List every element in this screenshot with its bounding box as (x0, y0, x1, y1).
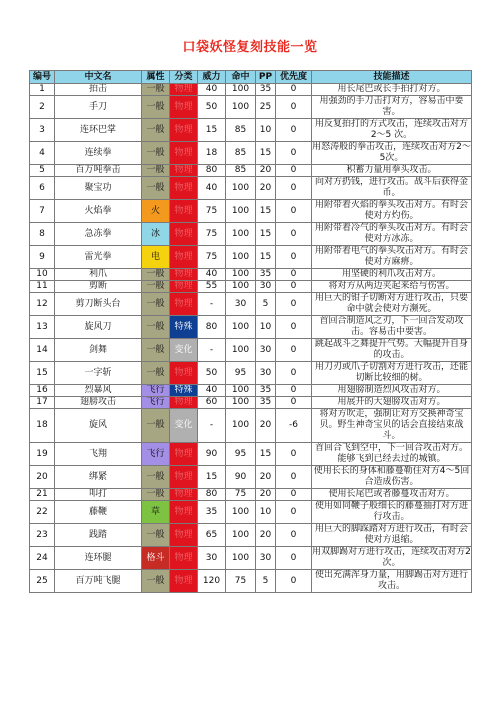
cell-category: 物理 (170, 293, 198, 316)
cell-pp: 35 (256, 397, 276, 409)
cell-accuracy: 100 (226, 96, 256, 119)
cell-name: 连续拳 (55, 142, 142, 165)
cell-type: 一般 (142, 293, 170, 316)
cell-accuracy: 100 (226, 223, 256, 246)
cell-no: 13 (30, 316, 55, 339)
cell-priority: 0 (276, 547, 312, 570)
cell-name: 连环巴掌 (55, 119, 142, 142)
cell-description: 用双脚踢对方进行攻击，连续攻击对方2次。 (312, 547, 471, 568)
cell-description: 用怒涛般的拳击攻击，连续攻击对方2～5次。 (312, 142, 471, 163)
cell-power: 90 (198, 443, 226, 466)
cell-power: - (198, 409, 226, 443)
cell-type: 一般 (142, 466, 170, 489)
cell-priority: 0 (276, 246, 312, 269)
cell-power: 40 (198, 84, 226, 96)
cell-description: 用附带着电气的拳头攻击对方。有时会使对方麻痹。 (312, 246, 472, 269)
header-description: 技能描述 (312, 71, 472, 84)
cell-no: 6 (30, 177, 55, 200)
cell-pp: 30 (256, 339, 276, 362)
cell-power: 80 (198, 489, 226, 501)
cell-priority: 0 (276, 316, 312, 339)
cell-power: 120 (198, 570, 226, 593)
cell-pp: 20 (256, 466, 276, 489)
cell-no: 14 (30, 339, 55, 362)
cell-no: 17 (30, 397, 55, 409)
table-row (30, 524, 472, 547)
cell-type: 一般 (142, 119, 170, 142)
cell-accuracy: 100 (226, 397, 256, 409)
cell-accuracy: 85 (226, 142, 256, 165)
cell-description: 使用长长的身体和藤蔓勒住对方4～5回合造成伤害。 (312, 466, 472, 489)
cell-power: - (198, 293, 226, 316)
cell-accuracy: 75 (226, 570, 256, 593)
cell-accuracy: 100 (226, 524, 256, 547)
cell-priority: 0 (276, 293, 312, 316)
cell-pp: 15 (256, 200, 276, 223)
table-row (30, 200, 472, 223)
cell-type: 一般 (142, 362, 170, 385)
cell-category: 物理 (170, 119, 198, 142)
table-row (30, 293, 472, 316)
cell-name: 剪刀断头台 (55, 293, 142, 316)
cell-name: 拍击 (55, 84, 142, 96)
cell-category: 物理 (170, 269, 198, 281)
cell-accuracy: 95 (226, 362, 256, 385)
cell-category: 物理 (170, 466, 198, 489)
cell-pp: 20 (256, 524, 276, 547)
cell-name: 藤鞭 (55, 501, 142, 524)
cell-priority: 0 (276, 524, 312, 547)
cell-accuracy: 30 (226, 293, 256, 316)
cell-pp: 20 (256, 489, 276, 501)
cell-description: 使出充满浑身力量，用脚踢击对方进行攻击。 (312, 570, 472, 593)
table-row (30, 466, 472, 489)
table-row (30, 165, 472, 177)
cell-category: 物理 (170, 84, 198, 96)
table-row (30, 501, 472, 524)
cell-description: 将对方从两边夹起来给与伤害。 (312, 281, 472, 293)
table-header-row (30, 71, 472, 84)
cell-priority: 0 (276, 397, 312, 409)
cell-priority: 0 (276, 281, 312, 293)
cell-description: 用附带着火焰的拳头攻击对方。有时会使对方灼伤。 (312, 200, 472, 223)
cell-priority: 0 (276, 84, 312, 96)
table-row (30, 246, 472, 269)
table-row (30, 570, 472, 593)
cell-name: 手刀 (55, 96, 142, 119)
cell-accuracy: 100 (226, 200, 256, 223)
cell-name: 剑舞 (55, 339, 142, 362)
cell-no: 8 (30, 223, 55, 246)
cell-pp: 20 (256, 409, 276, 443)
cell-description: 使用长尾巴或者藤蔓攻击对方。 (312, 489, 472, 501)
cell-no: 22 (30, 501, 55, 524)
cell-description: 积蓄力量用拳头攻击。 (312, 165, 472, 177)
cell-accuracy: 100 (226, 316, 256, 339)
cell-priority: 0 (276, 385, 312, 397)
cell-name: 践踏 (55, 524, 142, 547)
cell-priority: 0 (276, 501, 312, 524)
header-accuracy: 命中 (226, 71, 256, 84)
cell-category: 物理 (170, 200, 198, 223)
skills-table (29, 70, 472, 593)
cell-category: 物理 (170, 397, 198, 409)
cell-description: 首回合飞到空中，下一回合攻击对方。能够飞到已经去过的城镇。 (312, 443, 472, 466)
cell-priority: 0 (276, 119, 312, 142)
cell-power: 30 (198, 547, 226, 570)
cell-category: 物理 (170, 165, 198, 177)
cell-type: 一般 (142, 409, 170, 443)
header-pp: PP (256, 71, 276, 84)
cell-priority: 0 (276, 223, 312, 246)
cell-accuracy: 85 (226, 119, 256, 142)
cell-category: 特殊 (170, 316, 198, 339)
cell-power: 40 (198, 269, 226, 281)
table-row (30, 409, 472, 443)
header-power: 威力 (198, 71, 226, 84)
cell-description: 用长尾巴或长手拍打对方。 (312, 84, 472, 96)
cell-description: 用反复拍打的方式攻击，连续攻击对方 2～5 次。 (312, 119, 472, 142)
cell-no: 4 (30, 142, 55, 165)
cell-category: 物理 (170, 547, 198, 570)
cell-name: 百万吨飞腿 (55, 570, 142, 593)
cell-description: 用翅膀制造烈风攻击对方。 (312, 385, 472, 397)
cell-no: 2 (30, 96, 55, 119)
cell-accuracy: 100 (226, 385, 256, 397)
cell-accuracy: 90 (226, 466, 256, 489)
cell-priority: 0 (276, 177, 312, 200)
header-priority: 优先度 (276, 71, 312, 84)
cell-pp: 15 (256, 142, 276, 165)
cell-name: 急冻拳 (55, 223, 142, 246)
cell-pp: 15 (256, 246, 276, 269)
table-row (30, 547, 472, 570)
cell-type: 一般 (142, 269, 170, 281)
header-type: 属性 (142, 71, 170, 84)
cell-no: 20 (30, 466, 55, 489)
cell-description: 将对方吹走，强制让对方交换神奇宝贝。野生神奇宝贝的话会直接结束战斗。 (312, 409, 472, 443)
cell-priority: 0 (276, 96, 312, 119)
cell-type: 一般 (142, 570, 170, 593)
cell-power: 75 (198, 200, 226, 223)
header-no: 编号 (30, 71, 55, 84)
cell-name: 翅膀攻击 (55, 397, 142, 409)
cell-power: 40 (198, 385, 226, 397)
cell-category: 物理 (170, 177, 198, 200)
cell-pp: 15 (256, 443, 276, 466)
cell-category: 物理 (170, 223, 198, 246)
cell-pp: 30 (256, 362, 276, 385)
cell-power: 80 (198, 316, 226, 339)
table-row (30, 397, 472, 409)
cell-priority: 0 (276, 339, 312, 362)
cell-no: 18 (30, 409, 55, 443)
table-row (30, 96, 472, 119)
cell-type: 一般 (142, 281, 170, 293)
cell-name: 飞翔 (55, 443, 142, 466)
table-row (30, 443, 472, 466)
cell-pp: 20 (256, 165, 276, 177)
cell-description: 用强劲的手刀击打对方，容易击中要害。 (312, 96, 472, 119)
cell-category: 特殊 (170, 385, 198, 397)
cell-description: 跳起战斗之舞提升气势。大幅提升自身的攻击。 (312, 339, 472, 362)
cell-name: 旋风 (55, 409, 142, 443)
cell-accuracy: 100 (226, 269, 256, 281)
cell-accuracy: 95 (226, 443, 256, 466)
cell-name: 利爪 (55, 269, 142, 281)
cell-no: 11 (30, 281, 55, 293)
cell-pp: 35 (256, 84, 276, 96)
cell-pp: 10 (256, 501, 276, 524)
cell-no: 24 (30, 547, 55, 570)
cell-no: 5 (30, 165, 55, 177)
cell-name: 绑紧 (55, 466, 142, 489)
cell-description: 用坚硬的利爪攻击对方。 (312, 269, 472, 281)
cell-pp: 35 (256, 269, 276, 281)
header-category: 分类 (170, 71, 198, 84)
cell-type: 一般 (142, 96, 170, 119)
cell-category: 物理 (170, 246, 198, 269)
cell-pp: 30 (256, 547, 276, 570)
cell-type: 冰 (142, 223, 170, 246)
cell-accuracy: 100 (226, 409, 256, 443)
cell-type: 一般 (142, 165, 170, 177)
cell-power: 65 (198, 524, 226, 547)
cell-priority: 0 (276, 443, 312, 466)
cell-priority: 0 (276, 269, 312, 281)
cell-name: 雷光拳 (55, 246, 142, 269)
cell-accuracy: 100 (226, 177, 256, 200)
cell-name: 旋风刀 (55, 316, 142, 339)
cell-category: 物理 (170, 570, 198, 593)
cell-no: 12 (30, 293, 55, 316)
table-row (30, 385, 472, 397)
cell-no: 15 (30, 362, 55, 385)
cell-pp: 30 (256, 281, 276, 293)
cell-priority: 0 (276, 200, 312, 223)
table-row (30, 142, 472, 165)
cell-power: 50 (198, 96, 226, 119)
cell-description: 用刀刃或爪子切割对方进行攻击，还能切断比较细的树。 (312, 362, 472, 385)
table-row (30, 316, 472, 339)
cell-no: 16 (30, 385, 55, 397)
cell-power: 75 (198, 223, 226, 246)
cell-type: 一般 (142, 524, 170, 547)
cell-description: 向对方扔钱，进行攻击。战斗后获得金币。 (312, 177, 472, 200)
table-row (30, 177, 472, 200)
cell-power: 15 (198, 466, 226, 489)
cell-accuracy: 100 (226, 339, 256, 362)
cell-pp: 10 (256, 316, 276, 339)
cell-accuracy: 85 (226, 165, 256, 177)
cell-no: 3 (30, 119, 55, 142)
cell-power: 80 (198, 165, 226, 177)
cell-description: 用巨大的钳子切断对方进行攻击，只要命中就会使对方濒死。 (312, 293, 472, 316)
cell-accuracy: 100 (226, 281, 256, 293)
cell-power: 55 (198, 281, 226, 293)
cell-name: 百万吨拳击 (55, 165, 142, 177)
cell-no: 9 (30, 246, 55, 269)
cell-priority: 0 (276, 466, 312, 489)
cell-type: 格斗 (142, 547, 170, 570)
cell-type: 飞行 (142, 385, 170, 397)
cell-type: 一般 (142, 177, 170, 200)
cell-category: 物理 (170, 501, 198, 524)
cell-name: 剪断 (55, 281, 142, 293)
cell-power: 35 (198, 501, 226, 524)
cell-priority: 0 (276, 489, 312, 501)
cell-no: 19 (30, 443, 55, 466)
cell-name: 叩打 (55, 489, 142, 501)
cell-power: 60 (198, 397, 226, 409)
cell-type: 飞行 (142, 397, 170, 409)
cell-priority: 0 (276, 570, 312, 593)
cell-no: 21 (30, 489, 55, 501)
cell-type: 一般 (142, 142, 170, 165)
cell-no: 10 (30, 269, 55, 281)
cell-pp: 5 (256, 293, 276, 316)
table-row (30, 223, 472, 246)
cell-no: 7 (30, 200, 55, 223)
table-row (30, 362, 472, 385)
table-row (30, 84, 472, 96)
cell-power: 75 (198, 246, 226, 269)
cell-accuracy: 100 (226, 246, 256, 269)
cell-pp: 35 (256, 385, 276, 397)
cell-type: 飞行 (142, 443, 170, 466)
cell-power: - (198, 339, 226, 362)
cell-name: 聚宝功 (55, 177, 142, 200)
cell-no: 25 (30, 570, 55, 593)
cell-pp: 20 (256, 177, 276, 200)
cell-accuracy: 100 (226, 84, 256, 96)
cell-power: 18 (198, 142, 226, 165)
table-row (30, 339, 472, 362)
table-row (30, 269, 472, 281)
page-title: 口袋妖怪复刻技能一览 (182, 40, 318, 55)
cell-power: 50 (198, 362, 226, 385)
cell-description: 用附带着冷气的拳头攻击对方。有时会使对方冰冻。 (312, 223, 472, 246)
cell-name: 一字斩 (55, 362, 142, 385)
cell-type: 一般 (142, 339, 170, 362)
cell-no: 23 (30, 524, 55, 547)
cell-description: 用展开的大翅膀攻击对方。 (312, 397, 472, 409)
cell-accuracy: 100 (226, 547, 256, 570)
cell-description: 使用如同鞭子般细长的藤蔓抽打对方进行攻击。 (312, 501, 472, 524)
cell-category: 物理 (170, 281, 198, 293)
table-row (30, 119, 472, 142)
cell-category: 物理 (170, 443, 198, 466)
cell-category: 物理 (170, 96, 198, 119)
cell-description: 首回合制造风之刃，下一回合发动攻击。容易击中要害。 (312, 316, 472, 339)
cell-priority: 0 (276, 165, 312, 177)
cell-category: 物理 (170, 489, 198, 501)
cell-type: 一般 (142, 489, 170, 501)
cell-priority: -6 (276, 409, 312, 443)
cell-accuracy: 75 (226, 489, 256, 501)
cell-power: 40 (198, 177, 226, 200)
cell-type: 火 (142, 200, 170, 223)
cell-type: 一般 (142, 316, 170, 339)
cell-accuracy: 100 (226, 501, 256, 524)
cell-type: 一般 (142, 84, 170, 96)
cell-power: 15 (198, 119, 226, 142)
cell-category: 物理 (170, 142, 198, 165)
cell-type: 草 (142, 501, 170, 524)
cell-name: 烈暴风 (55, 385, 142, 397)
cell-description: 用巨大的脚踩踏对方进行攻击，有时会使对方退缩。 (312, 524, 472, 547)
cell-no: 1 (30, 84, 55, 96)
cell-category: 物理 (170, 524, 198, 547)
cell-name: 连环腿 (55, 547, 142, 570)
cell-pp: 25 (256, 96, 276, 119)
cell-category: 变化 (170, 409, 198, 443)
cell-priority: 0 (276, 142, 312, 165)
header-name: 中文名 (55, 71, 142, 84)
cell-pp: 15 (256, 223, 276, 246)
cell-name: 火焰拳 (55, 200, 142, 223)
table-row (30, 489, 472, 501)
cell-type: 电 (142, 246, 170, 269)
table-row (30, 281, 472, 293)
cell-pp: 5 (256, 570, 276, 593)
cell-category: 变化 (170, 339, 198, 362)
cell-pp: 10 (256, 119, 276, 142)
cell-priority: 0 (276, 362, 312, 385)
cell-category: 物理 (170, 362, 198, 385)
